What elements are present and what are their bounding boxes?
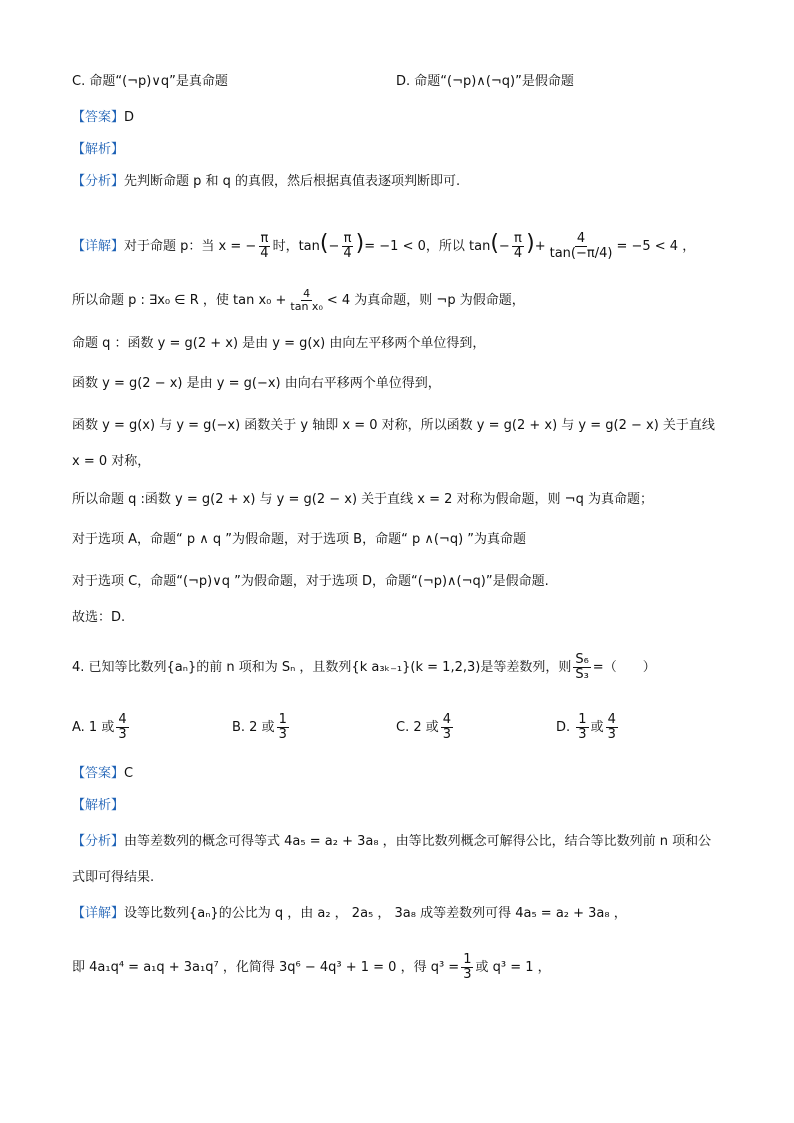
fraction-1-over-3: $\frac{1}{3}$ bbox=[578, 711, 587, 742]
q3-line7: 所以命题 q :函数 y = g(2 + x) 与 y = g(2 − x) 关于直线 x = 2 对称为假命题，则 ¬q 为真命题； bbox=[72, 492, 653, 507]
option-d: D. 命题“(¬p)∧(¬q)”是假命题 bbox=[396, 74, 574, 89]
q4-fenxi-2: 式即可得结果. bbox=[72, 870, 155, 885]
paren-close: ) bbox=[526, 231, 535, 256]
q4-option-d: D. $\frac{1}{3}$ 或 $\frac{4}{3}$ bbox=[556, 711, 616, 742]
answer-value: C bbox=[124, 766, 134, 781]
fraction-1-over-3: $\frac{1}{3}$ bbox=[278, 711, 287, 742]
fenxi-tag: 【分析】 bbox=[72, 174, 125, 189]
q3-answer bbox=[72, 108, 134, 128]
option-c: C. 命题“(¬p)∨q”是真命题 bbox=[72, 74, 228, 89]
q4-stem: 4. 已知等比数列{aₙ}的前 n 项和为 Sₙ ，且数列{k a₃ₖ₋₁}(k = 1,2,3)是等差数列，则 $\frac{\text{S₆}}{\text{S₃}}$ =（ ） bbox=[72, 651, 656, 682]
q3-line2: 所以命题 p : ∃x₀ ∈ R ，使 tan x₀ + $\frac{4}{\text{tan x₀}}$ < 4 为真命题，则 ¬p 为假命题， bbox=[72, 286, 525, 313]
q4-fenxi-1: 【分析】由等差数列的概念可得等式 4a₅ = a₂ + 3a₈ ，由等比数列概念可解得公比，结合等比数列前 n 项和公 bbox=[72, 834, 712, 849]
numerator: π bbox=[514, 230, 522, 246]
q3-line4: 函数 y = g(2 − x) 是由 y = g(−x) 由向右平移两个单位得到， bbox=[72, 376, 441, 391]
q3-line6: x = 0 对称， bbox=[72, 454, 151, 469]
q4-option-b: B. 2 或 $\frac{1}{3}$ bbox=[232, 711, 287, 742]
fenxi-text: 先判断命题 p 和 q 的真假，然后根据真值表逐项判断即可. bbox=[124, 174, 461, 189]
numerator: π bbox=[343, 230, 352, 246]
denominator: 4 bbox=[343, 246, 352, 261]
detail-text-b: 时，tan bbox=[272, 239, 320, 254]
analysis-tag: 【解析】 bbox=[72, 798, 125, 813]
q3-line5: 函数 y = g(x) 与 y = g(−x) 函数关于 y 轴即 x = 0 对称，所以函数 y = g(2 + x) 与 y = g(2 − x) 关于直线 bbox=[72, 418, 715, 433]
answer-value: D bbox=[124, 110, 135, 125]
q3-line10: 故选：D. bbox=[72, 610, 126, 625]
denominator: 4 bbox=[260, 246, 269, 261]
detail-text-a: 对于命题 p：当 x = − bbox=[124, 239, 257, 254]
detail-tag: 【详解】 bbox=[72, 239, 125, 254]
answer-tag: 【答案】 bbox=[72, 766, 125, 781]
q4-option-a: A. 1 或 $\frac{4}{3}$ bbox=[72, 711, 127, 742]
numerator: π bbox=[260, 230, 269, 246]
q3-line8: 对于选项 A，命题“ p ∧ q ”为假命题，对于选项 B，命题“ p ∧(¬q) ”为真命题 bbox=[72, 532, 527, 547]
fraction-4-over-3: $\frac{4}{3}$ bbox=[442, 711, 452, 742]
numerator: 4 bbox=[576, 230, 586, 246]
detail-tag: 【详解】 bbox=[72, 906, 125, 921]
paren-open: ( bbox=[319, 231, 329, 256]
q3-detail-line1: 【详解】对于命题 p：当 x = − $\frac{\pi}{4}$ 时，tan(− $\frac{\pi}{4}$ )= −1 < 0，所以 tan(− $\frac{\pi}{4}$ )+ $\frac{4}{\tan(-\pi/4)}$ = −5 < 4 ， bbox=[72, 230, 696, 261]
paren-open: ( bbox=[490, 231, 499, 256]
q4-option-c: C. 2 或 $\frac{4}{3}$ bbox=[396, 711, 452, 742]
q3-line3: 命题 q ：函数 y = g(2 + x) 是由 y = g(x) 由向左平移两个单位得到， bbox=[72, 336, 486, 351]
fraction-pi-over-4 bbox=[512, 232, 524, 262]
fraction-pi-over-4 bbox=[258, 232, 270, 262]
fraction-4-over-3: $\frac{4}{3}$ bbox=[607, 711, 616, 742]
paren-close: ) bbox=[355, 231, 365, 256]
q3-line9: 对于选项 C，命题“(¬p)∨q ”为假命题，对于选项 D，命题“(¬p)∧(¬q)”是假命题. bbox=[72, 574, 549, 589]
q4-detail-1: 【详解】设等比数列{aₙ}的公比为 q ，由 a₂ ， 2a₅ ， 3a₈ 成等差数列可得 4a₅ = a₂ + 3a₈ ， bbox=[72, 906, 627, 921]
fraction-1-over-3: $\frac{1}{3}$ bbox=[463, 951, 472, 982]
fraction-s6-over-s3: $\frac{\text{S₆}}{\text{S₃}}$ bbox=[575, 651, 589, 682]
analysis-tag: 【解析】 bbox=[72, 142, 125, 157]
fraction-4-over-tanx0: $\frac{4}{\text{tan x₀}}$ bbox=[290, 286, 323, 313]
q3-analysis-tag bbox=[72, 140, 124, 160]
fenxi-tag: 【分析】 bbox=[72, 834, 125, 849]
q3-fenxi bbox=[72, 172, 460, 192]
detail-text-d: = −5 < 4 ， bbox=[616, 239, 696, 254]
fraction-pi-over-4 bbox=[341, 232, 353, 262]
detail-text-c: = −1 < 0，所以 tan bbox=[364, 239, 491, 254]
answer-tag: 【答案】 bbox=[72, 110, 125, 125]
q4-answer bbox=[72, 764, 133, 784]
q4-analysis-tag bbox=[72, 796, 124, 816]
denominator: tan(−π/4) bbox=[549, 246, 613, 261]
fraction-4-over-tan bbox=[548, 232, 615, 262]
q4-detail-2: 即 4a₁q⁴ = a₁q + 3a₁q⁷ ，化简得 3q⁶ − 4q³ + 1 = 0 ，得 q³ = $\frac{1}{3}$ 或 q³ = 1 ， bbox=[72, 951, 551, 982]
denominator: 4 bbox=[513, 246, 523, 261]
fraction-4-over-3: $\frac{4}{3}$ bbox=[118, 711, 127, 742]
